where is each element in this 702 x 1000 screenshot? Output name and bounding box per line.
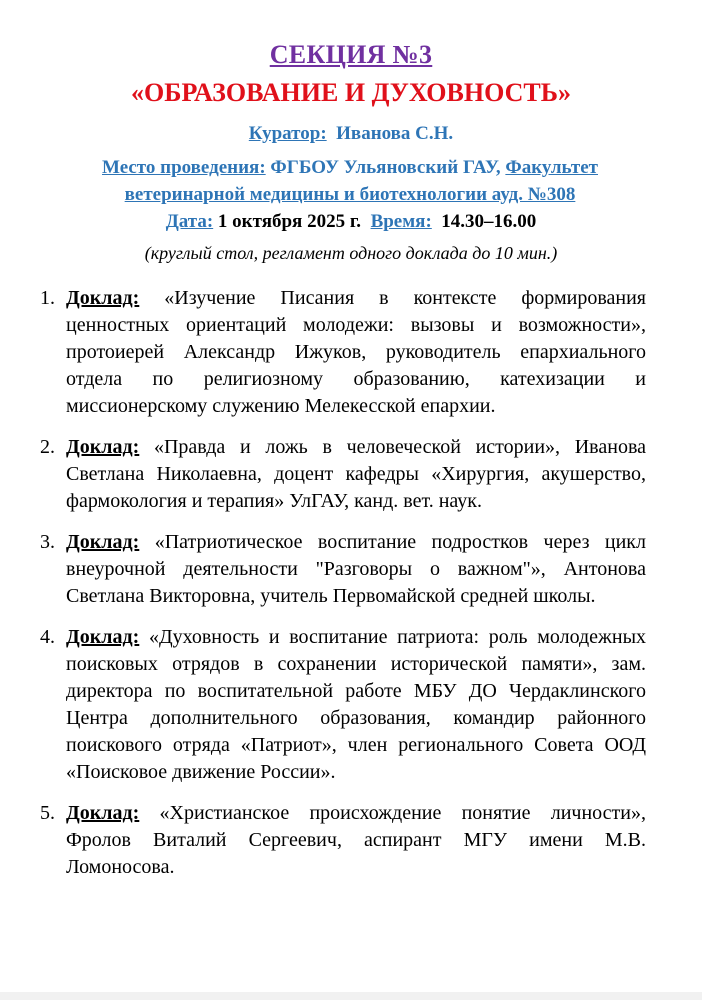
venue-faculty: Факультет ветеринарной медицины и биотехнологии ауд. №308	[124, 157, 598, 205]
date-time-line	[0, 211, 702, 233]
time-label: Время:	[370, 211, 432, 232]
date-label: Дата:	[165, 211, 214, 232]
report-number: 4.	[40, 626, 55, 648]
report-label: Доклад:	[66, 436, 140, 458]
format-note: (круглый стол, регламент одного доклада до 10 мин.)	[144, 243, 558, 263]
reports-list	[40, 285, 646, 895]
curator-label: Куратор:	[248, 123, 327, 144]
report-number: 1.	[40, 287, 55, 309]
report-item	[40, 285, 646, 420]
report-label: Доклад:	[66, 531, 140, 553]
report-label: Доклад:	[66, 287, 140, 309]
report-item	[40, 434, 646, 515]
report-label: Доклад:	[66, 802, 140, 824]
date-value: 1 октября 2025 г.	[217, 211, 362, 232]
report-text: «Изучение Писания в контексте формирования ценностных ориентаций молодежи: вызовы и возможности», протоиерей Александр Ижуков, руководитель епархиального отдела по религиозному образованию, катехизации и миссионерскому служению Мелекесской епархии.	[66, 287, 647, 417]
report-item	[40, 800, 646, 881]
report-text: «Патриотическое воспитание подростков через цикл внеурочной деятельности "Разговоры о важном"», Антонова Светлана Викторовна, учитель Первомайской средней школы.	[66, 531, 646, 607]
report-text: «Христианское происхождение понятие личности», Фролов Виталий Сергеевич, аспирант МГУ имени М.В. Ломоносова.	[66, 802, 646, 878]
venue-label: Место проведения:	[102, 157, 266, 178]
section-title: «ОБРАЗОВАНИЕ И ДУХОВНОСТЬ»	[131, 78, 571, 107]
curator-line	[0, 123, 702, 145]
report-item	[40, 529, 646, 610]
report-number: 5.	[40, 802, 55, 824]
report-label: Доклад:	[66, 626, 140, 648]
curator-name: Иванова С.Н.	[336, 123, 454, 144]
report-number: 3.	[40, 531, 55, 553]
page-bottom-edge	[0, 992, 702, 1000]
report-text: «Правда и ложь в человеческой истории», Иванова Светлана Николаевна, доцент кафедры «Хирургия, акушерство, фармокология и терапия» УлГАУ, канд. вет. наук.	[66, 436, 646, 512]
section-number: СЕКЦИЯ №3	[269, 40, 433, 69]
venue-org: ФГБОУ Ульяновский ГАУ,	[270, 157, 501, 178]
time-value: 14.30–16.00	[441, 211, 537, 232]
venue-line	[50, 154, 650, 208]
report-item	[40, 624, 646, 786]
report-number: 2.	[40, 436, 55, 458]
report-text: «Духовность и воспитание патриота: роль молодежных поисковых отрядов в сохранении исторической памяти», зам. директора по воспитательной работе МБУ ДО Чердаклинского Центра дополнительного образования, командир районного поискового отряда «Патриот», член регионального Совета ООД «Поисковое движение России».	[66, 626, 647, 783]
